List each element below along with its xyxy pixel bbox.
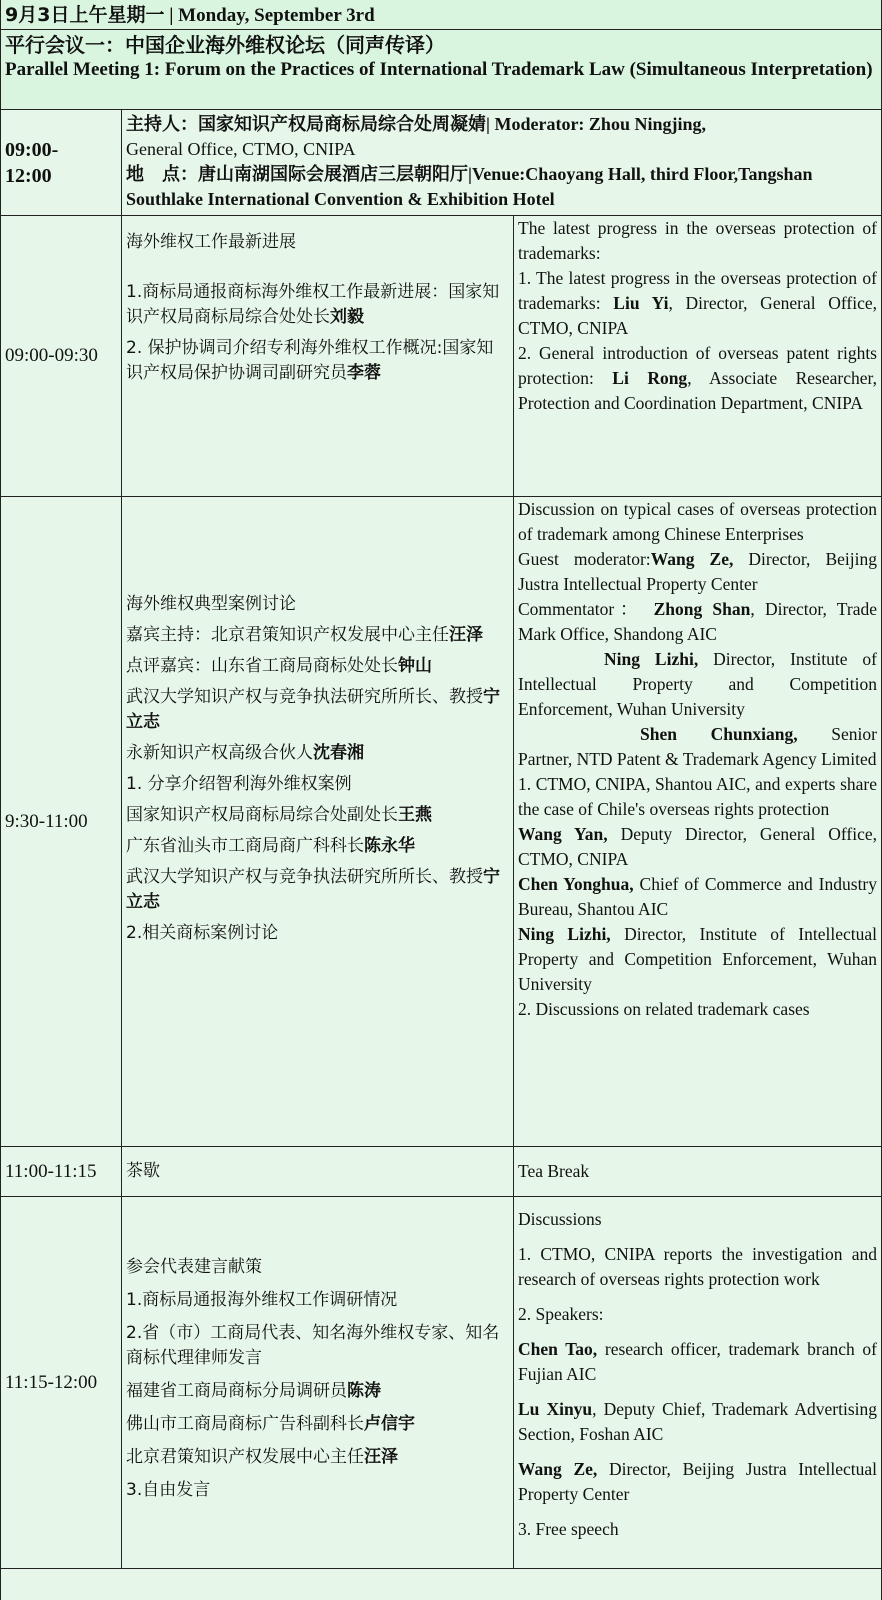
affiliation-en: , Associate Researcher, Protection and Coordination Department, CNIPA [518,368,877,413]
role-zh: 永新知识产权高级合伙人 [126,743,313,763]
item-en: 2. Speakers: [518,1304,604,1324]
speaker-zh: 汪泽 [449,625,483,645]
date-header [1,0,881,30]
item-en: 1. CTMO, CNIPA, Shantou AIC, and experts share the case of Chile's overseas rights protection [518,774,877,819]
speaker-en: Lu Xinyu [518,1399,593,1419]
role-zh: 国家知识产权局商标局综合处副处长 [126,805,398,825]
role-zh: 点评嘉宾：山东省工商局商标处处长 [126,656,398,676]
speaker-zh: 李蓉 [347,363,381,383]
row-time: 09:00-09:30 [1,216,122,496]
affiliation-en: , Director, General Office, CTMO, CNIPA [518,293,877,338]
speaker-en: Ning Lizhi, [604,649,699,669]
speaker-en: Ning Lizhi, [518,924,611,944]
meeting-title [1,30,881,110]
row-zh [122,216,514,496]
speaker-en: Zhong Shan [653,599,751,619]
role-zh: 嘉宾主持：北京君策知识产权发展中心主任 [126,625,449,645]
topic-en: Tea Break [518,1161,590,1181]
row-time: 11:00-11:15 [1,1147,122,1196]
speaker-zh: 钟山 [398,656,432,676]
speaker-zh: 宁立志 [126,687,500,732]
item-en: 2. General introduction of overseas patent rights protection: [518,343,877,388]
speaker-en: Wang Ze, [518,1459,598,1479]
role-zh: 北京君策知识产权发展中心主任 [126,1447,364,1467]
speaker-zh: 汪泽 [364,1447,398,1467]
agenda-row [1,1147,881,1197]
topic-zh: 海外维权典型案例讨论 [126,594,296,614]
speaker-en: Li Rong [612,368,688,388]
affiliation-en: Director, Institute of Intellectual Property and Competition Enforcement, Wuhan University [518,924,877,994]
role-zh: 福建省工商局商标分局调研员 [126,1381,347,1401]
agenda-row [1,216,881,497]
affiliation-en: , Director, Trade Mark Office, Shandong AIC [518,599,877,644]
moderator-org: General Office, CTMO, CNIPA [126,139,356,159]
topic-zh: 茶歇 [126,1161,160,1181]
speaker-zh: 陈永华 [364,836,415,856]
venue-en: |Venue:Chaoyang Hall, third Floor,Tangshan Southlake International Convention & Exhibition Hotel [126,164,813,209]
item-en: 2. Discussions on related trademark cases [518,999,810,1019]
speaker-zh: 宁立志 [126,867,500,912]
affiliation-en: , Deputy Chief, Trademark Advertising Section, Foshan AIC [518,1399,877,1444]
row-en [514,1147,881,1196]
speaker-zh: 王燕 [398,805,432,825]
speaker-en: Liu Yi [613,293,669,313]
speaker-en: Wang Ze, [650,549,734,569]
row-en [514,497,881,1146]
row-zh [122,497,514,1146]
topic-en: Discussion on typical cases of overseas protection of trademark among Chinese Enterprises [518,499,877,544]
meeting-title-zh: 平行会议一：中国企业海外维权论坛（同声传译） [5,33,445,57]
row-zh [122,1147,514,1196]
date-zh: 9月3日上午星期一 [5,4,165,26]
speaker-en: Chen Yonghua, [518,874,634,894]
session-info [122,110,881,215]
agenda-row [1,1197,881,1569]
moderator-en: Moderator: Zhou Ningjing, [494,114,706,134]
affiliation-en: Director, Beijing Justra Intellectual Property Center [518,1459,877,1504]
item-zh: 3.自由发言 [126,1480,211,1500]
speaker-zh: 沈春湘 [313,743,364,763]
item-en: 1. CTMO, CNIPA reports the investigation and research of overseas rights protection work [518,1244,877,1289]
speaker-zh: 刘毅 [330,307,364,327]
session-info-row [1,110,881,216]
speaker-zh: 卢信宇 [364,1414,415,1434]
role-zh: 广东省汕头市工商局商广科科长 [126,836,364,856]
affiliation-en: Senior Partner, NTD Patent & Trademark Agency Limited [518,724,877,769]
role-zh: 佛山市工商局商标广告科副科长 [126,1414,364,1434]
affiliation-en: Deputy Director, General Office, CTMO, CNIPA [518,824,877,869]
role-zh: 武汉大学知识产权与竞争执法研究所所长、教授 [126,867,483,887]
topic-zh: 海外维权工作最新进展 [126,232,296,252]
affiliation-en: Chief of Commerce and Industry Bureau, Shantou AIC [518,874,878,919]
affiliation-en: Director, Beijing Justra Intellectual Property Center [518,549,877,594]
role-en: Commentator： [518,599,654,619]
speaker-en: Chen Tao, [518,1339,598,1359]
date-en: Monday, September 3rd [178,5,375,26]
moderator-zh: 主持人：国家知识产权局商标局综合处周凝婧 [126,114,486,135]
affiliation-en: Director, Institute of Intellectual Property and Competition Enforcement, Wuhan University [518,649,877,719]
topic-en: Discussions [518,1209,602,1229]
role-en: Guest moderator: [518,549,651,569]
role-zh: 武汉大学知识产权与竞争执法研究所所长、教授 [126,687,483,707]
moderator-divider: | [486,114,495,134]
item-zh: 1.商标局通报海外维权工作调研情况 [126,1290,398,1310]
row-time: 9:30-11:00 [1,497,122,1146]
item-zh: 2.相关商标案例讨论 [126,923,279,943]
speaker-zh: 陈涛 [347,1381,381,1401]
venue-zh: 地 点：唐山南湖国际会展酒店三层朝阳厅 [126,164,468,185]
row-time: 11:15-12:00 [1,1197,122,1568]
item-zh: 1.商标局通报商标海外维权工作最新进展：国家知识产权局商标局综合处处长 [126,282,500,327]
item-zh: 2.省（市）工商局代表、知名海外维权专家、知名商标代理律师发言 [126,1323,500,1368]
session-time: 09:00- 12:00 [1,110,122,215]
row-en [514,1197,881,1568]
meeting-title-en: Parallel Meeting 1: Forum on the Practices of International Trademark Law (Simultaneous Interpretation) [5,59,873,80]
date-divider: | [169,5,179,26]
topic-en: The latest progress in the overseas protection of trademarks: [518,218,877,263]
topic-zh: 参会代表建言献策 [126,1257,262,1277]
item-zh: 2. 保护协调司介绍专利海外维权工作概况:国家知识产权局保护协调司副研究员 [126,338,494,383]
agenda-row [1,497,881,1147]
row-en [514,216,881,496]
item-zh: 1. 分享介绍智利海外维权案例 [126,774,352,794]
item-en: 3. Free speech [518,1519,619,1539]
row-zh [122,1197,514,1568]
speaker-en: Shen Chunxiang, [640,724,798,744]
item-en: 1. The latest progress in the overseas protection of trademarks: [518,268,877,313]
affiliation-en: research officer, trademark branch of Fujian AIC [518,1339,877,1384]
speaker-en: Wang Yan, [518,824,608,844]
